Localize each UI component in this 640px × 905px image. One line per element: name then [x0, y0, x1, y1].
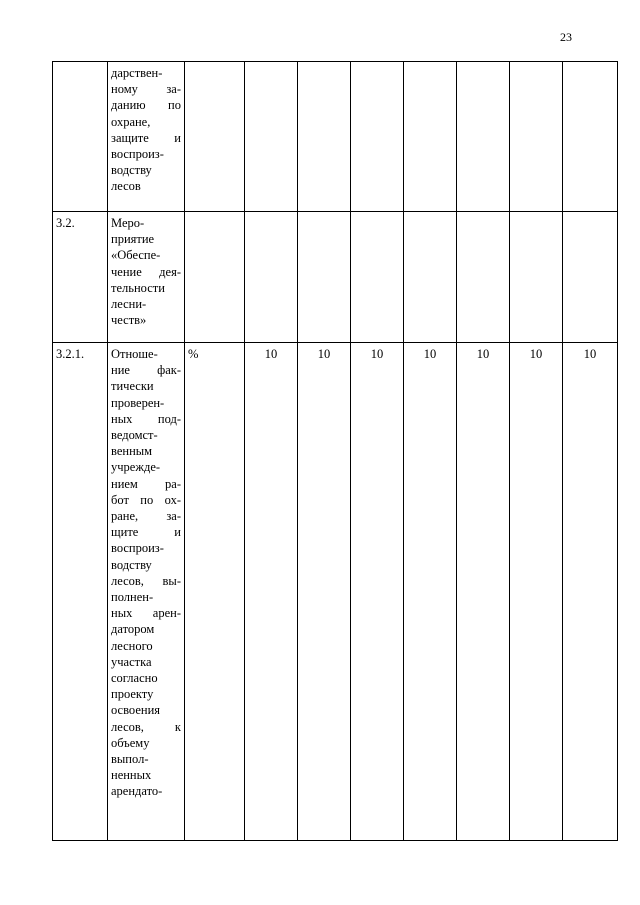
indicator-name-line: учрежде- [111, 460, 161, 475]
unit-cell: % [185, 343, 245, 841]
row-number-cell: 3.2.1. [53, 343, 108, 841]
indicator-name-line: ране, за- [111, 509, 181, 524]
indicator-name-line: чение дея- [111, 264, 181, 279]
page-number: 23 [560, 30, 572, 44]
table-row [53, 62, 618, 212]
indicator-name-line: нием ра- [111, 476, 181, 491]
value-cell: 10 [351, 343, 404, 841]
indicator-name-line: охране, [111, 114, 151, 129]
value-cell [510, 212, 563, 343]
indicator-name-line: бот по ох- [111, 492, 181, 507]
indicator-name-line: арендато- [111, 784, 163, 799]
value-cell: 10 [298, 343, 351, 841]
indicator-name-line: ненных [111, 768, 152, 783]
indicator-name-line: лесов, к [111, 719, 181, 734]
value-cell [563, 212, 618, 343]
value-cell [510, 62, 563, 212]
value-cell [351, 212, 404, 343]
indicator-name-line: Меро- [111, 216, 145, 230]
indicator-name-line: защите и [111, 130, 181, 145]
indicator-name-line: водству [111, 163, 152, 178]
value-cell: 10 [563, 343, 618, 841]
value-cell [245, 62, 298, 212]
table-row [53, 212, 618, 343]
indicator-name-line: лесов [111, 179, 141, 194]
indicator-name-line: выпол- [111, 752, 149, 767]
value-cell [298, 212, 351, 343]
value-cell: 10 [457, 343, 510, 841]
table-row [53, 343, 618, 841]
indicator-name-line: ние фак- [111, 363, 181, 378]
indicator-name-line: объему [111, 735, 150, 750]
indicator-name-line: приятие [111, 232, 155, 247]
indicator-name-line: лесов, вы- [111, 573, 181, 588]
indicator-name-line: щите и [111, 525, 181, 540]
indicator-name-line: воспроиз- [111, 541, 164, 556]
indicator-name-cell [108, 212, 185, 343]
indicator-name-line: дарствен- [111, 66, 163, 80]
indicator-name-line: освоения [111, 703, 161, 718]
value-cell [404, 212, 457, 343]
value-cell [298, 62, 351, 212]
value-cell: 10 [404, 343, 457, 841]
indicator-name-line: ному за- [111, 82, 181, 97]
unit-cell [185, 62, 245, 212]
value-cell [404, 62, 457, 212]
indicator-name-line: «Обеспе- [111, 248, 161, 263]
indicator-name-line: водству [111, 557, 152, 572]
unit-cell [185, 212, 245, 343]
indicator-name-line: согласно [111, 671, 158, 686]
indicator-name-line: проверен- [111, 395, 165, 410]
value-cell: 10 [245, 343, 298, 841]
indicator-name-line: ных арен- [111, 606, 181, 621]
indicator-name-line: ных под- [111, 411, 181, 426]
indicator-name-line: тельности [111, 280, 165, 295]
value-cell [245, 212, 298, 343]
indicator-name-line: ведомст- [111, 428, 158, 443]
value-cell [351, 62, 404, 212]
indicator-name-cell [108, 62, 185, 212]
indicator-name-line: лесни- [111, 297, 147, 312]
value-cell [563, 62, 618, 212]
row-number-cell: 3.2. [53, 212, 108, 343]
indicator-name-line: датором [111, 622, 155, 637]
value-cell [457, 212, 510, 343]
indicator-name-line: тически [111, 379, 154, 394]
indicator-name-line: честв» [111, 313, 147, 328]
value-cell: 10 [510, 343, 563, 841]
indicator-name-line: венным [111, 444, 153, 459]
indicator-name-line: полнен- [111, 590, 154, 605]
indicator-name-line: воспроиз- [111, 147, 164, 162]
indicators-table [52, 61, 618, 841]
indicator-name-line: Отноше- [111, 347, 158, 361]
indicator-name-line: проекту [111, 687, 154, 702]
indicator-name-line: лесного [111, 638, 153, 653]
indicator-name-cell [108, 343, 185, 841]
indicator-name-line: данию по [111, 98, 181, 113]
value-cell [457, 62, 510, 212]
row-number-cell [53, 62, 108, 212]
indicator-name-line: участка [111, 654, 152, 669]
